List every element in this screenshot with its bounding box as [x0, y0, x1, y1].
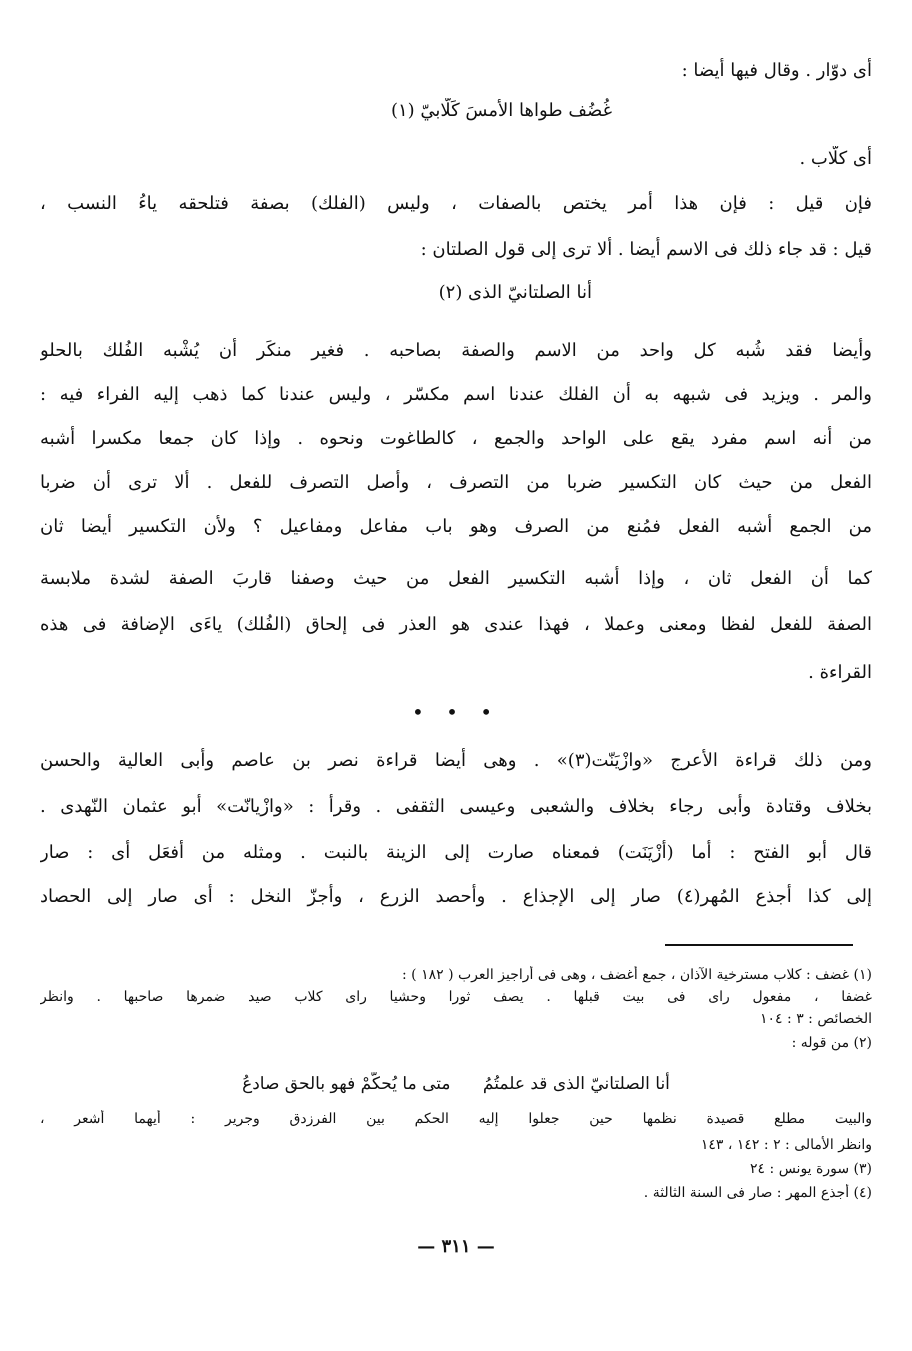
text-line: فإن قيل : فإن هذا أمر يختص بالصفات ، وليس (الفلك) بصفة فتلحقه ياءُ النسب ، — [40, 193, 872, 214]
footnote-line: وانظر الأمالى : ٢ : ١٤٢ ، ١٤٣ — [700, 1137, 872, 1153]
verse-line: غُضُف طواها الأمسَ كَلّابيّ (١) — [390, 100, 612, 121]
text-line: أى دوّار . وقال فيها أيضا : — [681, 60, 872, 81]
text-line: ومن ذلك قراءة الأعرج «وازْيَنّت(٣)» . وهى أيضا قراءة نصر بن عاصم وأبى العالية والحسن — [40, 750, 872, 771]
text-line: قال أبو الفتح : أما (أزْيَنَت) فمعناه صارت إلى الزينة بالنبت . ومثله من أفعَل أى : صار — [40, 842, 872, 863]
text-line: بخلاف وقتادة وأبى رجاء بخلاف والشعبى وعيسى الثقفى . وقرأ : «وازْيانّت» أبو عثمان النّهدى . — [40, 796, 872, 817]
footnote-line: (٤) أجذع المهر : صار فى السنة الثالثة . — [643, 1185, 872, 1201]
text-line: كما أن الفعل ثان ، وإذا أشبه التكسير الفعل من حيث وصفنا قاربَ الصفة لشدة ملابسة — [40, 568, 872, 589]
footnote-line: (٢) من قوله : — [791, 1035, 872, 1051]
footnote-line: الخصائص : ٣ : ١٠٤ — [760, 1011, 872, 1027]
text-line: إلى كذا أجذع المُهر(٤) صار إلى الإجذاع . وأحصد الزرع ، وأجزّ النخل : أى صار إلى الحصاد — [40, 886, 872, 907]
text-line: القراءة . — [808, 662, 872, 683]
page-number: — ٣١١ — — [417, 1236, 495, 1257]
text-line: وأيضا فقد شُبه كل واحد من الاسم والصفة بصاحبه . فغير منكَر أن يُشْبه الفُلك بالحلو — [40, 340, 872, 361]
text-line: والمر . ويزيد فى شبهه به أن الفلك عندنا اسم مكسّر ، وليس عندنا كما ذهب إليه الفراء فيه : — [40, 384, 872, 405]
section-divider: • • • — [411, 700, 501, 724]
text-line: الصفة للفعل لفظا ومعنى وعملا ، فهذا عندى هو العذر فى إلحاق (الفُلك) ياءَى الإضافة فى هذه — [40, 614, 872, 635]
text-line: من الجمع أشبه الفعل فمُنع من الصرف وهو باب مفاعل ومفاعيل ؟ ولأن التكسير أيضا ثان — [40, 516, 872, 537]
footnote-line: غضفا ، مفعول راى فى بيت قبلها . يصف ثورا وحشيا راى كلاب صيد ضمرها صاحبها . وانظر — [40, 989, 872, 1005]
text-line: من أنه اسم مفرد يقع على الواحد والجمع ، كالطاغوت ونحوه . وإذا كان جمعا مكسرا أشبه — [40, 428, 872, 449]
verse-line: أنا الصلتانيّ الذى (٢) — [438, 282, 592, 303]
footnote-line: (١) غضف : كلاب مسترخية الآذان ، جمع أغضف ، وهى فى أراجيز العرب ( ١٨٢ ) : — [401, 967, 872, 983]
footnote-line: والبيت مطلع قصيدة نظمها حين جعلوا إليه الحكم بين الفرزدق وجرير : أيهما أشعر ، — [40, 1111, 872, 1127]
text-line: قيل : قد جاء ذلك فى الاسم أيضا . ألا ترى إلى قول الصلتان : — [420, 239, 872, 260]
footnote-verse: أنا الصلتانيّ الذى قد علمتُمُ متى ما يُحكَّمْ فهو بالحق صادعُ — [242, 1074, 670, 1094]
footnote-separator — [665, 944, 853, 946]
text-line: أى كلّاب . — [799, 148, 872, 169]
footnote-line: (٣) سورة يونس : ٢٤ — [750, 1161, 872, 1177]
text-line: الفعل من حيث كان التكسير ضربا من التصرف ، وأصل التصرف للفعل . ألا ترى أن ضربا — [40, 472, 872, 493]
